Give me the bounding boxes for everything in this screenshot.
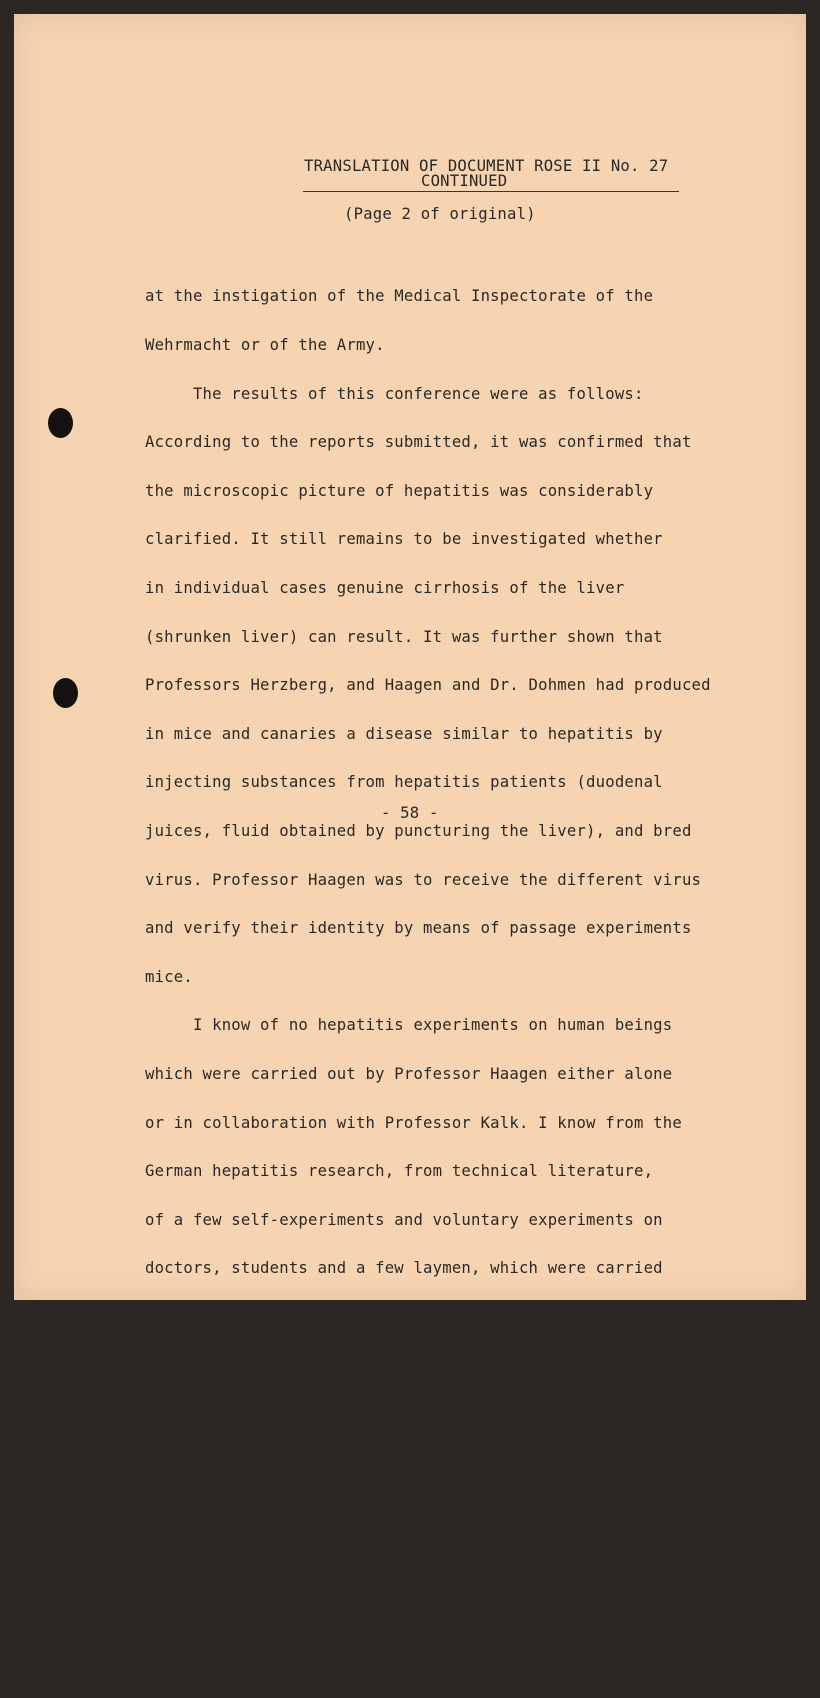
text-line: The results of this conference were as follows:	[145, 384, 644, 403]
text-line: (shrunken liver) can result. It was further shown that	[145, 627, 663, 646]
text-line: for a long time on the bioptical picture of the hepatitis	[145, 1550, 692, 1569]
punch-hole	[48, 408, 73, 438]
text-line: We have repeatedly reported on the results. The experience	[145, 1648, 702, 1667]
text-line: liver of German soldiers suffering from acute attacks.	[145, 1599, 663, 1618]
page-reference: (Page 2 of original)	[344, 205, 536, 223]
text-line: Professors Herzberg, and Haagen and Dr. Dohmen had produced	[145, 676, 711, 695]
document-subtitle: CONTINUED	[421, 172, 508, 190]
text-line: the microscopic picture of hepatitis was considerably	[145, 481, 654, 500]
text-line: or in collaboration with Professor Kalk. I know from the	[145, 1113, 682, 1132]
text-line: the subject of hepatitis. I worked with Professor Kalk	[145, 1502, 663, 1521]
text-line: Wehrmacht or of the Army.	[145, 336, 385, 354]
text-line: in individual cases genuine cirrhosis of the liver	[145, 578, 625, 597]
text-line: out in the Medical Clinics in Vienna and Breslau, and	[145, 1307, 654, 1326]
text-line: According to the reports submitted, it was confirmed that	[145, 433, 692, 452]
document-page	[14, 14, 806, 1667]
text-line: German hepatitis research, from technical literature,	[145, 1162, 654, 1181]
text-line: and verify their identity by means of passage experiments	[145, 919, 692, 938]
document-title: TRANSLATION OF DOCUMENT ROSE II No. 27	[304, 157, 669, 175]
text-line: of a few self-experiments and voluntary experiments on	[145, 1210, 663, 1229]
text-line: which were without result.	[145, 1356, 395, 1375]
text-line: doctors, students and a few laymen, which were carried	[145, 1259, 663, 1278]
text-line: which were carried out by Professor Haagen either alone	[145, 1064, 673, 1083]
text-line: ordered collaboration, between Professor Haagen and me on	[145, 1453, 692, 1472]
punch-hole	[53, 678, 78, 708]
text-line: clarified. It still remains to be investigated whether	[145, 530, 663, 549]
text-line: juices, fluid obtained by puncturing the liver), and bred	[145, 821, 692, 840]
text-line: virus. Professor Haagen was to receive the different virus	[145, 870, 702, 889]
text-line: at the instigation of the Medical Inspectorate of the	[145, 287, 654, 306]
text-line: There has never been systematic or militarily	[145, 1405, 625, 1424]
text-line: injecting substances from hepatitis patients (duodenal	[145, 773, 663, 792]
page-number: - 58 -	[381, 804, 439, 822]
text-line: in mice and canaries a disease similar to hepatitis by	[145, 724, 663, 743]
text-line: I know of no hepatitis experiments on human beings	[145, 1016, 673, 1035]
text-line: mice.	[145, 967, 193, 986]
body-text	[145, 256, 711, 1698]
title-underline	[303, 191, 679, 192]
